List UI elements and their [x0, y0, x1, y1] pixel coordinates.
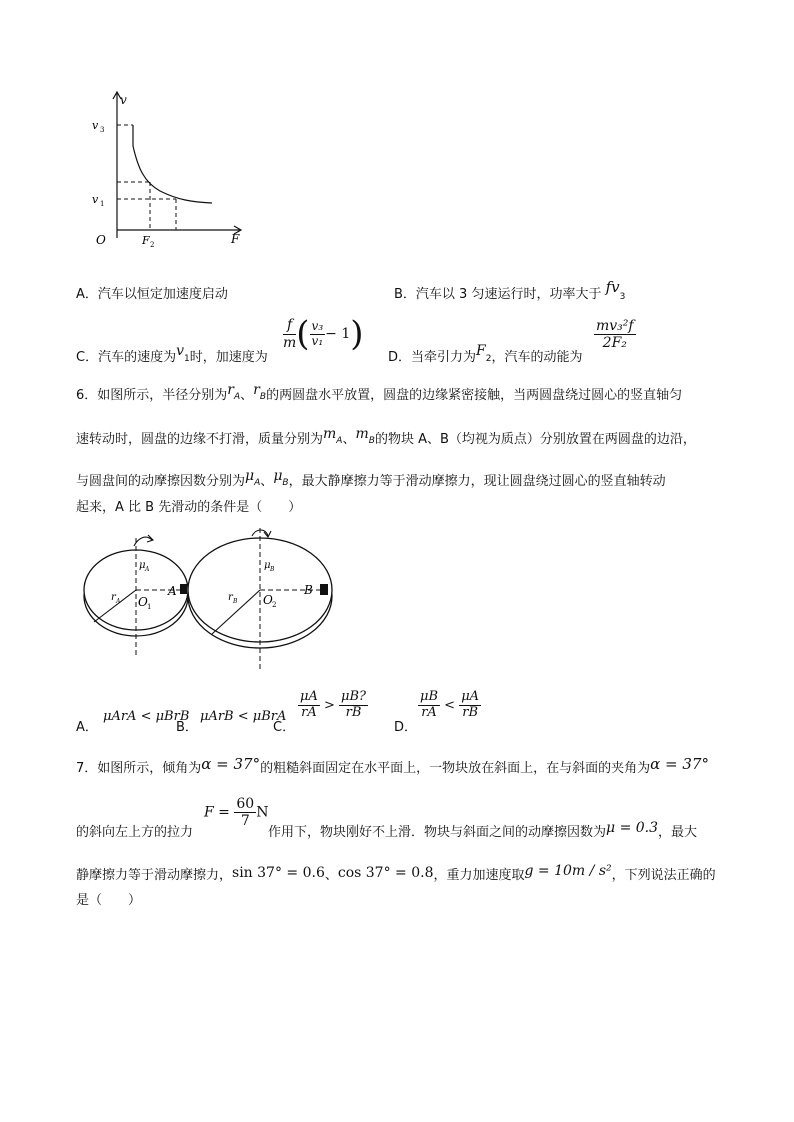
- q6-rB-sub: B: [259, 391, 267, 402]
- q7-line-2a: 的斜向左上方的拉力: [76, 825, 194, 840]
- v-curve: [133, 125, 212, 203]
- q6-c-num2: μB?: [341, 689, 367, 704]
- q5-option-b-f: f: [605, 278, 612, 296]
- q6-option-c-expr: [298, 690, 368, 721]
- fig-muA: μ: [139, 560, 146, 571]
- q6-mA: m: [323, 426, 337, 442]
- q5-option-d-Fsub: 2: [485, 353, 492, 364]
- q6-sep1: 、: [240, 388, 254, 403]
- q5-option-d-text2: ，汽车的动能为: [491, 350, 583, 365]
- origin-label: O: [96, 233, 106, 247]
- q5-c-v1: v₁: [311, 333, 324, 348]
- q5-option-c-formula: $\frac{f}{m}$ ( $\frac{\text{v₃}}{\text{v₁}}$ − 1): [283, 314, 364, 354]
- q7-force-formula: [204, 796, 268, 829]
- q5-d-num: mv₃²f: [596, 318, 634, 334]
- q7-line-3b: ，重力加速度取: [433, 868, 525, 883]
- q6-c-num1: μA: [300, 689, 318, 704]
- fig-A: A: [168, 584, 177, 598]
- q6-line-2: [76, 428, 696, 450]
- q5-option-c-v: v: [176, 343, 184, 359]
- v-f-graph: [80, 88, 250, 248]
- q6-sep3: 、: [260, 474, 274, 489]
- q6-mA-sub: A: [336, 435, 343, 446]
- q5-option-c-text: C．汽车的速度为: [76, 350, 177, 365]
- q7-F-lhs: F =: [204, 804, 230, 821]
- q6-rA: r: [227, 382, 234, 398]
- q6-line-3b: ，最大静摩擦力等于滑动摩擦力，现让圆盘绕过圆心的竖直轴转动: [288, 474, 666, 489]
- q6-option-b-label: B．: [176, 720, 198, 735]
- q7-alpha-1: α = 37°: [201, 755, 261, 773]
- f2-sub: 2: [150, 241, 155, 248]
- q7-line-2b: 作用下，物块刚好不上滑．物块与斜面之间的动摩擦因数为: [268, 825, 607, 840]
- q7-F-num: 60: [236, 796, 255, 812]
- q6-c-den2: rB: [345, 704, 362, 720]
- q5-c-f: f: [283, 317, 296, 334]
- q6-line-1a: 6．如图所示，半径分别为: [76, 388, 228, 403]
- f2-label: F: [142, 234, 150, 247]
- q6-muA-sub: A: [254, 477, 261, 488]
- fig-O1-sub: 1: [147, 603, 152, 611]
- q6-line-1: [76, 384, 682, 406]
- fig-O2: O: [263, 593, 273, 607]
- q6-option-c-label: C．: [273, 720, 296, 735]
- fig-O2-sub: 2: [272, 601, 277, 609]
- q7-sin: sin 37° = 0.6: [232, 865, 325, 881]
- q6-mB-sub: B: [368, 435, 375, 446]
- block-b: [320, 584, 328, 595]
- q5-option-d: [388, 343, 583, 368]
- q6-rA-sub: A: [233, 391, 241, 402]
- q6-d-den1: rA: [421, 704, 437, 720]
- q5-option-c-vsub: 1: [184, 353, 190, 364]
- q5-option-d-formula: [594, 318, 636, 351]
- q6-d-op: <: [444, 697, 456, 713]
- q6-option-a-label: A．: [76, 720, 98, 735]
- q6-muB-sub: B: [282, 477, 289, 488]
- fig-rA: r: [111, 592, 116, 603]
- v1-sub: 1: [100, 200, 105, 208]
- q6-d-num2: μA: [461, 689, 480, 704]
- q5-option-c: [76, 343, 268, 368]
- q7-sep: 、: [324, 868, 338, 883]
- q6-option-d-expr: [418, 690, 481, 721]
- q5-option-a: A．汽车以恒定加速度启动: [76, 287, 228, 302]
- q5-option-b-text: B．汽车以 3 匀速运行时，功率大于: [394, 287, 602, 302]
- q7-F-unit: N: [256, 804, 269, 821]
- q7-g: g = 10m / s²: [524, 863, 612, 879]
- q6-d-den2: rB: [462, 704, 479, 720]
- q6-c-den1: rA: [301, 704, 317, 720]
- q6-d-num1: μB: [420, 689, 439, 704]
- q6-muB: μ: [273, 468, 283, 484]
- q6-option-b-expr: μArB < μBrA: [200, 709, 287, 724]
- q7-alpha-2: α = 37°: [650, 755, 709, 773]
- q6-c-op: >: [323, 697, 335, 713]
- q6-rB: r: [253, 382, 260, 398]
- q7-line-2c: ，最大: [658, 825, 698, 840]
- q6-line-3a: 与圆盘间的动摩擦因数分别为: [76, 474, 246, 489]
- q6-muA: μ: [245, 468, 255, 484]
- q7-F-den: 7: [240, 813, 250, 830]
- fig-rA-sub: A: [116, 598, 121, 605]
- q6-line-2b: 的物块 A、B（均视为质点）分别放置在两圆盘的边沿，: [374, 432, 696, 447]
- block-a: [180, 584, 187, 594]
- q5-option-c-text2: 时，加速度为: [189, 350, 268, 365]
- q5-c-v3: v₃: [311, 318, 324, 333]
- fig-muB-sub: B: [270, 566, 275, 573]
- fig-B: B: [304, 583, 313, 597]
- q5-c-minus1: − 1: [325, 326, 351, 342]
- q6-disc-figure: [76, 522, 366, 678]
- q5-d-den: 2F₂: [602, 335, 627, 352]
- q6-option-d-label: D．: [394, 720, 418, 735]
- q5-option-d-text: D．当牵引力为: [388, 350, 477, 365]
- q7-line-3: [76, 864, 716, 883]
- axis-f-label: F: [231, 232, 240, 246]
- q7-line-4: 是（ ）: [76, 893, 142, 908]
- q7-line-3a: 静摩擦力等于滑动摩擦力，: [76, 868, 233, 883]
- q7-line-1b: 的粗糙斜面固定在水平面上，一物块放在斜面上，在与斜面的夹角为: [260, 761, 651, 776]
- q6-line-1b: 的两圆盘水平放置，圆盘的边缘紧密接触，当两圆盘绕过圆心的竖直轴匀: [266, 388, 683, 403]
- fig-muB: μ: [264, 560, 271, 571]
- q6-line-2a: 速转动时，圆盘的边缘不打滑，质量分别为: [76, 432, 324, 447]
- q7-line-1: [76, 757, 709, 776]
- q5-option-d-F: F: [476, 343, 486, 359]
- q7-line-2: [268, 821, 697, 840]
- q5-c-m: m: [283, 334, 297, 351]
- q7-cos: cos 37° = 0.8: [337, 865, 434, 881]
- q7-mu: μ = 0.3: [606, 820, 659, 836]
- axis-v-label: v: [120, 93, 127, 107]
- q6-line-3: [76, 470, 666, 492]
- q7-line-1a: 7．如图所示，倾角为: [76, 761, 202, 776]
- q5-option-b: [394, 278, 626, 305]
- fig-rB-sub: B: [233, 598, 238, 605]
- q6-mB: m: [355, 426, 369, 442]
- q7-line-3c: ，下列说法正确的: [611, 868, 716, 883]
- q5-option-b-v: v: [611, 278, 620, 296]
- q5-option-b-sub: 3: [619, 291, 626, 302]
- v3-label: v: [92, 119, 99, 132]
- q6-option-a-expr: μArA < μBrB: [103, 709, 190, 724]
- q6-sep2: 、: [342, 432, 356, 447]
- fig-rB: r: [228, 592, 233, 603]
- q6-line-4: 起来，A 比 B 先滑动的条件是（ ）: [76, 500, 302, 515]
- v3-sub: 3: [100, 126, 105, 134]
- v1-label: v: [92, 193, 99, 206]
- fig-O1: O: [138, 595, 148, 609]
- fig-muA-sub: A: [145, 566, 150, 573]
